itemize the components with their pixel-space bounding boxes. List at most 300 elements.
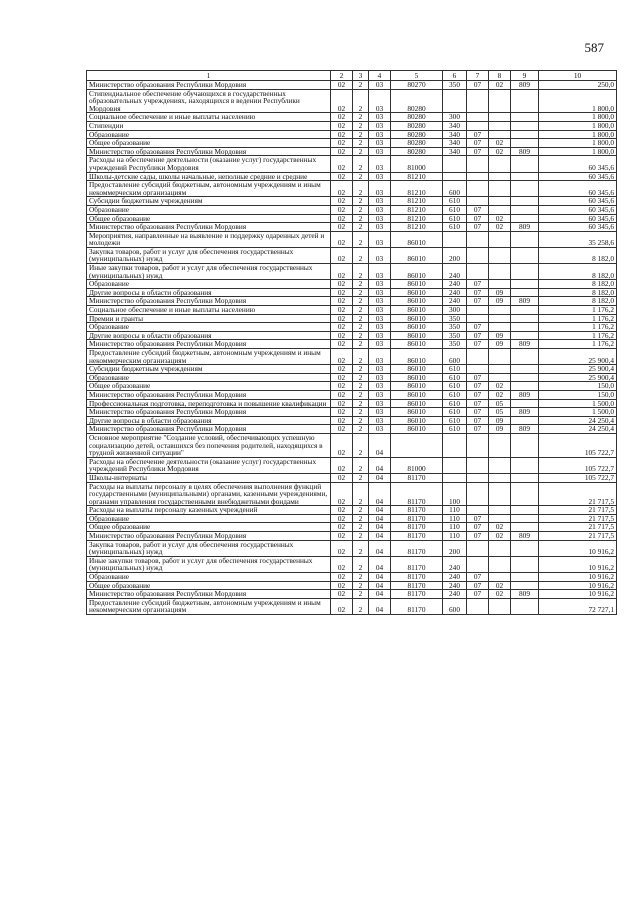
cell-code-3: 2: [353, 181, 369, 197]
cell-subsection: [489, 514, 511, 523]
cell-expense-type: 110: [443, 514, 467, 523]
table-row: [87, 323, 617, 332]
cell-description: Основное мероприятие "Создание условий, обеспечивающих успешную социализацию детей, оставшихся без попечения родителей, находящихся в трудной жизненной ситуации": [87, 433, 331, 457]
table-row: [87, 365, 617, 374]
cell-target-code: 80270: [391, 81, 443, 90]
cell-subsection: 09: [489, 425, 511, 434]
cell-target-code: 81210: [391, 181, 443, 197]
table-row: [87, 223, 617, 232]
cell-section: [467, 349, 489, 365]
cell-section: 07: [467, 532, 489, 541]
cell-amount: 1 800,0: [539, 89, 617, 113]
cell-target-code: 86010: [391, 288, 443, 297]
cell-ministry-code: [511, 306, 539, 315]
cell-subsection: [489, 506, 511, 515]
cell-description: Премии и гранты: [87, 314, 331, 323]
cell-code-3: 2: [353, 433, 369, 457]
cell-subsection: [489, 373, 511, 382]
cell-code-4: 03: [369, 172, 391, 181]
table-row: [87, 482, 617, 506]
cell-amount: 250,0: [539, 81, 617, 90]
cell-code-4: 03: [369, 214, 391, 223]
cell-expense-type: 240: [443, 297, 467, 306]
cell-ministry-code: [511, 373, 539, 382]
table-row: [87, 172, 617, 181]
cell-amount: 60 345,6: [539, 181, 617, 197]
cell-code-2: 02: [331, 306, 353, 315]
column-header: 1: [87, 71, 331, 81]
cell-expense-type: 240: [443, 581, 467, 590]
cell-ministry-code: [511, 556, 539, 572]
cell-code-2: 02: [331, 205, 353, 214]
cell-code-4: 04: [369, 433, 391, 457]
cell-ministry-code: [511, 416, 539, 425]
cell-ministry-code: [511, 473, 539, 482]
table-row: [87, 81, 617, 90]
cell-ministry-code: [511, 523, 539, 532]
column-header: 3: [353, 71, 369, 81]
cell-code-2: 02: [331, 89, 353, 113]
cell-description: Другие вопросы в области образования: [87, 416, 331, 425]
cell-description: Закупка товаров, работ и услуг для обеспечения государственных (муниципальных) нужд: [87, 540, 331, 556]
cell-code-2: 02: [331, 540, 353, 556]
cell-target-code: 86010: [391, 264, 443, 280]
table-row: [87, 247, 617, 263]
cell-target-code: 80280: [391, 113, 443, 122]
cell-ministry-code: [511, 113, 539, 122]
cell-code-4: 03: [369, 121, 391, 130]
table-row: [87, 214, 617, 223]
cell-section: [467, 306, 489, 315]
cell-expense-type: 350: [443, 340, 467, 349]
cell-ministry-code: [511, 130, 539, 139]
cell-description: Образование: [87, 130, 331, 139]
cell-target-code: 86010: [391, 247, 443, 263]
cell-section: 07: [467, 373, 489, 382]
table-row: [87, 181, 617, 197]
cell-target-code: 86010: [391, 390, 443, 399]
cell-code-3: 2: [353, 382, 369, 391]
table-row: [87, 205, 617, 214]
cell-expense-type: 350: [443, 323, 467, 332]
cell-section: [467, 506, 489, 515]
cell-ministry-code: [511, 247, 539, 263]
cell-expense-type: 240: [443, 590, 467, 599]
cell-code-3: 2: [353, 231, 369, 247]
cell-ministry-code: 809: [511, 390, 539, 399]
cell-expense-type: 610: [443, 399, 467, 408]
cell-ministry-code: [511, 514, 539, 523]
cell-code-4: 03: [369, 247, 391, 263]
cell-code-4: 03: [369, 181, 391, 197]
cell-subsection: 09: [489, 331, 511, 340]
cell-subsection: [489, 172, 511, 181]
table-row: [87, 425, 617, 434]
cell-code-2: 02: [331, 156, 353, 172]
cell-section: 07: [467, 573, 489, 582]
cell-subsection: [489, 89, 511, 113]
cell-subsection: [489, 473, 511, 482]
cell-section: [467, 113, 489, 122]
cell-code-2: 02: [331, 382, 353, 391]
cell-subsection: [489, 573, 511, 582]
cell-code-4: 03: [369, 205, 391, 214]
cell-amount: 10 916,2: [539, 573, 617, 582]
cell-code-3: 2: [353, 172, 369, 181]
cell-amount: 60 345,6: [539, 172, 617, 181]
cell-section: 07: [467, 280, 489, 289]
cell-code-4: 04: [369, 540, 391, 556]
cell-code-4: 04: [369, 473, 391, 482]
cell-expense-type: 200: [443, 540, 467, 556]
cell-description: Мероприятия, направленные на выявление и поддержку одаренных детей и молодежи: [87, 231, 331, 247]
cell-description: Иные закупки товаров, работ и услуг для обеспечения государственных (муниципальных) нужд: [87, 264, 331, 280]
cell-expense-type: 610: [443, 365, 467, 374]
cell-amount: 1 800,0: [539, 147, 617, 156]
cell-subsection: [489, 113, 511, 122]
cell-code-2: 02: [331, 416, 353, 425]
cell-subsection: 02: [489, 390, 511, 399]
cell-code-3: 2: [353, 223, 369, 232]
table-row: [87, 147, 617, 156]
cell-subsection: 02: [489, 147, 511, 156]
cell-target-code: 86010: [391, 340, 443, 349]
cell-ministry-code: 809: [511, 147, 539, 156]
cell-section: [467, 598, 489, 614]
cell-subsection: 05: [489, 399, 511, 408]
cell-expense-type: 610: [443, 373, 467, 382]
cell-code-3: 2: [353, 399, 369, 408]
cell-target-code: 86010: [391, 297, 443, 306]
cell-code-4: 03: [369, 197, 391, 206]
cell-target-code: 81170: [391, 556, 443, 572]
cell-description: Иные закупки товаров, работ и услуг для обеспечения государственных (муниципальных) нужд: [87, 556, 331, 572]
cell-amount: 1 800,0: [539, 121, 617, 130]
cell-amount: 60 345,6: [539, 223, 617, 232]
cell-subsection: 05: [489, 408, 511, 417]
cell-description: Министерство образования Республики Мордовия: [87, 590, 331, 599]
cell-code-4: 04: [369, 514, 391, 523]
cell-amount: 1 800,0: [539, 130, 617, 139]
cell-amount: 24 250,4: [539, 425, 617, 434]
cell-code-2: 02: [331, 349, 353, 365]
cell-amount: 10 916,2: [539, 540, 617, 556]
cell-expense-type: [443, 156, 467, 172]
cell-expense-type: 340: [443, 139, 467, 148]
cell-ministry-code: [511, 433, 539, 457]
cell-code-4: 03: [369, 306, 391, 315]
table-row: [87, 382, 617, 391]
cell-code-3: 2: [353, 297, 369, 306]
cell-code-4: 03: [369, 130, 391, 139]
cell-amount: 1 176,2: [539, 331, 617, 340]
cell-expense-type: 610: [443, 390, 467, 399]
cell-code-2: 02: [331, 139, 353, 148]
cell-section: [467, 457, 489, 473]
table-row: [87, 231, 617, 247]
cell-description: Общее образование: [87, 523, 331, 532]
cell-code-4: 04: [369, 573, 391, 582]
cell-target-code: 86010: [391, 323, 443, 332]
cell-amount: 25 900,4: [539, 373, 617, 382]
cell-amount: 21 717,5: [539, 514, 617, 523]
cell-code-4: 03: [369, 399, 391, 408]
table-row: [87, 473, 617, 482]
cell-target-code: 86010: [391, 306, 443, 315]
cell-expense-type: 610: [443, 214, 467, 223]
cell-subsection: [489, 540, 511, 556]
cell-ministry-code: [511, 540, 539, 556]
cell-code-3: 2: [353, 365, 369, 374]
cell-expense-type: 610: [443, 408, 467, 417]
cell-target-code: 81170: [391, 573, 443, 582]
cell-code-3: 2: [353, 130, 369, 139]
cell-target-code: 86010: [391, 408, 443, 417]
cell-ministry-code: [511, 89, 539, 113]
column-header: 5: [391, 71, 443, 81]
cell-description: Общее образование: [87, 214, 331, 223]
cell-target-code: 81210: [391, 205, 443, 214]
cell-amount: 21 717,5: [539, 482, 617, 506]
cell-section: [467, 365, 489, 374]
cell-ministry-code: [511, 399, 539, 408]
cell-code-2: 02: [331, 340, 353, 349]
cell-code-2: 02: [331, 280, 353, 289]
cell-amount: 1 176,2: [539, 340, 617, 349]
cell-expense-type: [443, 172, 467, 181]
cell-amount: 72 727,1: [539, 598, 617, 614]
cell-description: Образование: [87, 514, 331, 523]
cell-code-2: 02: [331, 172, 353, 181]
cell-code-3: 2: [353, 81, 369, 90]
cell-subsection: [489, 433, 511, 457]
table-row: [87, 416, 617, 425]
cell-target-code: 80280: [391, 89, 443, 113]
cell-code-3: 2: [353, 540, 369, 556]
cell-target-code: 81170: [391, 598, 443, 614]
cell-section: [467, 473, 489, 482]
cell-target-code: 86010: [391, 425, 443, 434]
cell-section: [467, 121, 489, 130]
cell-subsection: [489, 323, 511, 332]
cell-code-4: 03: [369, 156, 391, 172]
cell-code-3: 2: [353, 556, 369, 572]
cell-code-3: 2: [353, 425, 369, 434]
cell-expense-type: 240: [443, 280, 467, 289]
cell-amount: 10 916,2: [539, 581, 617, 590]
cell-code-2: 02: [331, 365, 353, 374]
cell-target-code: [391, 433, 443, 457]
table-row: [87, 139, 617, 148]
cell-code-3: 2: [353, 482, 369, 506]
cell-section: [467, 156, 489, 172]
cell-code-2: 02: [331, 214, 353, 223]
table-row: [87, 556, 617, 572]
cell-expense-type: 100: [443, 482, 467, 506]
cell-code-2: 02: [331, 399, 353, 408]
cell-section: 07: [467, 581, 489, 590]
cell-code-2: 02: [331, 121, 353, 130]
cell-section: 07: [467, 399, 489, 408]
cell-description: Министерство образования Республики Мордовия: [87, 425, 331, 434]
cell-description: Министерство образования Республики Мордовия: [87, 147, 331, 156]
cell-code-4: 04: [369, 598, 391, 614]
cell-ministry-code: [511, 205, 539, 214]
cell-amount: 8 182,0: [539, 264, 617, 280]
cell-expense-type: [443, 433, 467, 457]
cell-code-3: 2: [353, 113, 369, 122]
cell-amount: 60 345,6: [539, 197, 617, 206]
cell-target-code: 81170: [391, 523, 443, 532]
cell-code-3: 2: [353, 139, 369, 148]
cell-ministry-code: [511, 506, 539, 515]
cell-section: 07: [467, 130, 489, 139]
cell-expense-type: 300: [443, 113, 467, 122]
cell-description: Образование: [87, 573, 331, 582]
cell-target-code: 81210: [391, 223, 443, 232]
cell-section: 07: [467, 323, 489, 332]
cell-code-4: 03: [369, 139, 391, 148]
cell-expense-type: 610: [443, 425, 467, 434]
table-row: [87, 433, 617, 457]
cell-description: Стипендии: [87, 121, 331, 130]
cell-code-3: 2: [353, 205, 369, 214]
cell-code-4: 03: [369, 382, 391, 391]
cell-section: [467, 482, 489, 506]
cell-code-4: 03: [369, 408, 391, 417]
cell-code-4: 03: [369, 425, 391, 434]
cell-code-4: 03: [369, 365, 391, 374]
cell-target-code: 86010: [391, 349, 443, 365]
cell-description: Министерство образования Республики Мордовия: [87, 408, 331, 417]
cell-target-code: 86010: [391, 231, 443, 247]
cell-expense-type: [443, 89, 467, 113]
cell-description: Другие вопросы в области образования: [87, 331, 331, 340]
cell-section: [467, 181, 489, 197]
cell-expense-type: 350: [443, 81, 467, 90]
cell-expense-type: 240: [443, 264, 467, 280]
cell-section: [467, 540, 489, 556]
cell-code-3: 2: [353, 156, 369, 172]
cell-expense-type: 610: [443, 197, 467, 206]
cell-ministry-code: 809: [511, 590, 539, 599]
cell-target-code: 81170: [391, 581, 443, 590]
cell-expense-type: 600: [443, 349, 467, 365]
cell-expense-type: 610: [443, 223, 467, 232]
cell-amount: 1 800,0: [539, 139, 617, 148]
cell-description: Социальное обеспечение и иные выплаты населению: [87, 113, 331, 122]
cell-amount: 105 722,7: [539, 457, 617, 473]
table-row: [87, 156, 617, 172]
cell-description: Расходы на выплаты персоналу казенных учреждений: [87, 506, 331, 515]
cell-code-4: 03: [369, 314, 391, 323]
cell-code-3: 2: [353, 408, 369, 417]
cell-description: Министерство образования Республики Мордовия: [87, 390, 331, 399]
cell-amount: 25 900,4: [539, 349, 617, 365]
cell-code-4: 04: [369, 457, 391, 473]
cell-code-4: 03: [369, 297, 391, 306]
cell-section: 07: [467, 340, 489, 349]
cell-target-code: 81210: [391, 214, 443, 223]
cell-amount: 21 717,5: [539, 506, 617, 515]
table-row: [87, 573, 617, 582]
cell-target-code: 81170: [391, 514, 443, 523]
cell-target-code: 86010: [391, 399, 443, 408]
cell-code-3: 2: [353, 514, 369, 523]
cell-section: 07: [467, 514, 489, 523]
cell-code-3: 2: [353, 89, 369, 113]
cell-ministry-code: 809: [511, 340, 539, 349]
cell-target-code: 81170: [391, 473, 443, 482]
table-row: [87, 590, 617, 599]
cell-description: Предоставление субсидий бюджетным, автономным учреждениям и иным некоммерческим организациям: [87, 598, 331, 614]
cell-ministry-code: [511, 231, 539, 247]
cell-amount: 1 176,2: [539, 323, 617, 332]
cell-expense-type: 340: [443, 121, 467, 130]
table-row: [87, 399, 617, 408]
cell-section: 07: [467, 81, 489, 90]
cell-amount: 1 500,0: [539, 399, 617, 408]
cell-expense-type: 200: [443, 247, 467, 263]
cell-amount: 1 500,0: [539, 408, 617, 417]
cell-code-4: 03: [369, 373, 391, 382]
cell-code-3: 2: [353, 581, 369, 590]
cell-code-2: 02: [331, 181, 353, 197]
cell-subsection: [489, 457, 511, 473]
table-row: [87, 457, 617, 473]
cell-description: Министерство образования Республики Мордовия: [87, 223, 331, 232]
cell-code-2: 02: [331, 473, 353, 482]
cell-amount: 35 258,6: [539, 231, 617, 247]
table-row: [87, 340, 617, 349]
cell-code-4: 03: [369, 280, 391, 289]
cell-code-3: 2: [353, 390, 369, 399]
cell-code-3: 2: [353, 323, 369, 332]
cell-ministry-code: 809: [511, 532, 539, 541]
cell-description: Предоставление субсидий бюджетным, автономным учреждениям и иным некоммерческим организациям: [87, 349, 331, 365]
cell-amount: 1 176,2: [539, 306, 617, 315]
cell-amount: 150,0: [539, 390, 617, 399]
cell-ministry-code: [511, 323, 539, 332]
cell-section: [467, 89, 489, 113]
cell-subsection: [489, 598, 511, 614]
cell-subsection: [489, 231, 511, 247]
cell-description: Образование: [87, 280, 331, 289]
table-row: [87, 598, 617, 614]
cell-target-code: 86010: [391, 280, 443, 289]
cell-subsection: 02: [489, 81, 511, 90]
table-row: [87, 514, 617, 523]
cell-amount: 8 182,0: [539, 247, 617, 263]
table-row: [87, 89, 617, 113]
cell-ministry-code: 809: [511, 425, 539, 434]
table-row: [87, 523, 617, 532]
cell-ministry-code: [511, 288, 539, 297]
table-body: [87, 81, 617, 615]
cell-section: 07: [467, 408, 489, 417]
cell-subsection: [489, 130, 511, 139]
cell-subsection: [489, 482, 511, 506]
cell-expense-type: 240: [443, 573, 467, 582]
cell-code-3: 2: [353, 349, 369, 365]
cell-section: [467, 247, 489, 263]
cell-amount: 8 182,0: [539, 288, 617, 297]
cell-ministry-code: [511, 197, 539, 206]
cell-code-2: 02: [331, 573, 353, 582]
cell-section: 07: [467, 390, 489, 399]
column-header: 6: [443, 71, 467, 81]
column-header: 10: [539, 71, 617, 81]
